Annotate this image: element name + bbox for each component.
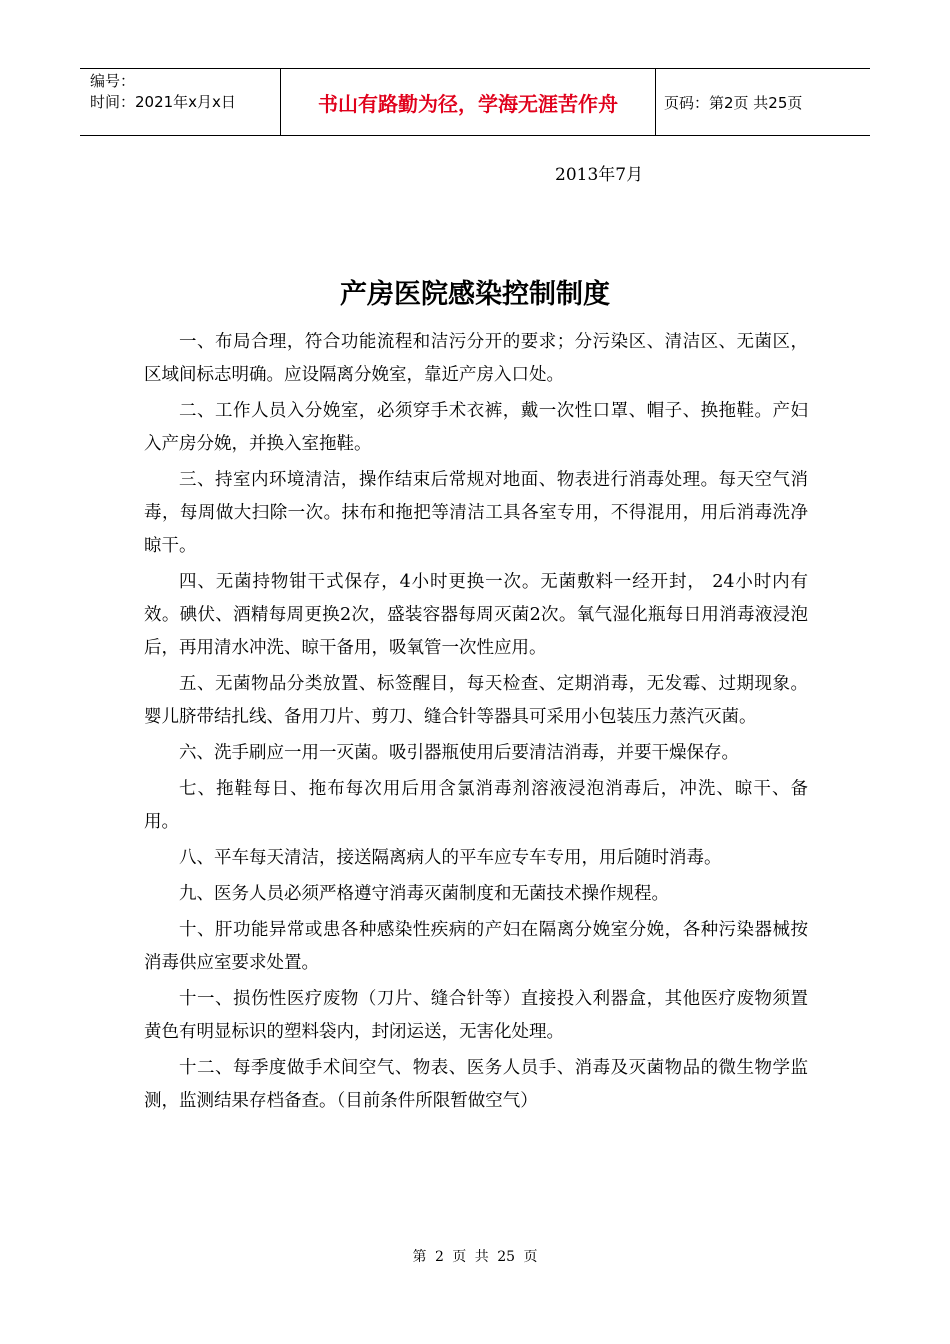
- paragraph: 四、无菌持物钳干式保存，4小时更换一次。无菌敷料一经开封， 24小时内有效。碘伏、酒精每周更换2次，盛装容器每周灭菌2次。氧气湿化瓶每日用消毒液浸泡后，再用清水冲洗、晾干备用，吸氧管一次性应用。: [144, 572, 808, 658]
- paragraph: 五、无菌物品分类放置、标签醒目，每天检查、定期消毒，无发霉、过期现象。婴儿脐带结扎线、备用刀片、剪刀、缝合针等器具可采用小包装压力蒸汽灭菌。: [144, 674, 808, 727]
- time-label: 时间：2021年x月x日: [90, 93, 236, 111]
- header-meta: [80, 69, 281, 135]
- paragraph: 六、洗手刷应一用一灭菌。吸引器瓶使用后要清洁消毒，并要干燥保存。: [179, 743, 739, 763]
- paragraph: 三、持室内环境清洁，操作结束后常规对地面、物表进行消毒处理。每天空气消毒，每周做大扫除一次。抹布和拖把等清洁工具各室专用，不得混用，用后消毒洗净晾干。: [144, 470, 808, 556]
- page-header: [80, 68, 870, 136]
- paragraph: 八、平车每天清洁，接送隔离病人的平车应专车专用，用后随时消毒。: [179, 848, 722, 868]
- page-footer: 第 2 页 共 25 页: [412, 1249, 538, 1265]
- header-motto: 书山有路勤为径，学海无涯苦作舟: [281, 69, 656, 135]
- paragraph: 二、工作人员入分娩室，必须穿手术衣裤，戴一次性口罩、帽子、换拖鞋。产妇入产房分娩，并换入室拖鞋。: [144, 401, 808, 454]
- document-date: 2013年7月: [555, 165, 644, 185]
- number-label: 编号：: [90, 72, 136, 90]
- paragraph: 一、布局合理，符合功能流程和洁污分开的要求；分污染区、清洁区、无菌区，区域间标志明确。应设隔离分娩室，靠近产房入口处。: [144, 332, 808, 385]
- document-body: [144, 326, 808, 1121]
- paragraph: 十、肝功能异常或患各种感染性疾病的产妇在隔离分娩室分娩，各种污染器械按消毒供应室要求处置。: [144, 920, 808, 973]
- header-page-info: 页码：第2页 共25页: [664, 93, 803, 112]
- document-title: 产房医院感染控制制度: [340, 279, 610, 310]
- paragraph: 十一、损伤性医疗废物（刀片、缝合针等）直接投入利器盒，其他医疗废物须置黄色有明显标识的塑料袋内，封闭运送，无害化处理。: [144, 989, 808, 1042]
- paragraph: 九、医务人员必须严格遵守消毒灭菌制度和无菌技术操作规程。: [179, 884, 669, 904]
- paragraph: 七、拖鞋每日、拖布每次用后用含氯消毒剂溶液浸泡消毒后，冲洗、晾干、备用。: [144, 779, 808, 832]
- paragraph: 十二、每季度做手术间空气、物表、医务人员手、消毒及灭菌物品的微生物学监测，监测结果存档备查。（目前条件所限暂做空气）: [144, 1058, 808, 1111]
